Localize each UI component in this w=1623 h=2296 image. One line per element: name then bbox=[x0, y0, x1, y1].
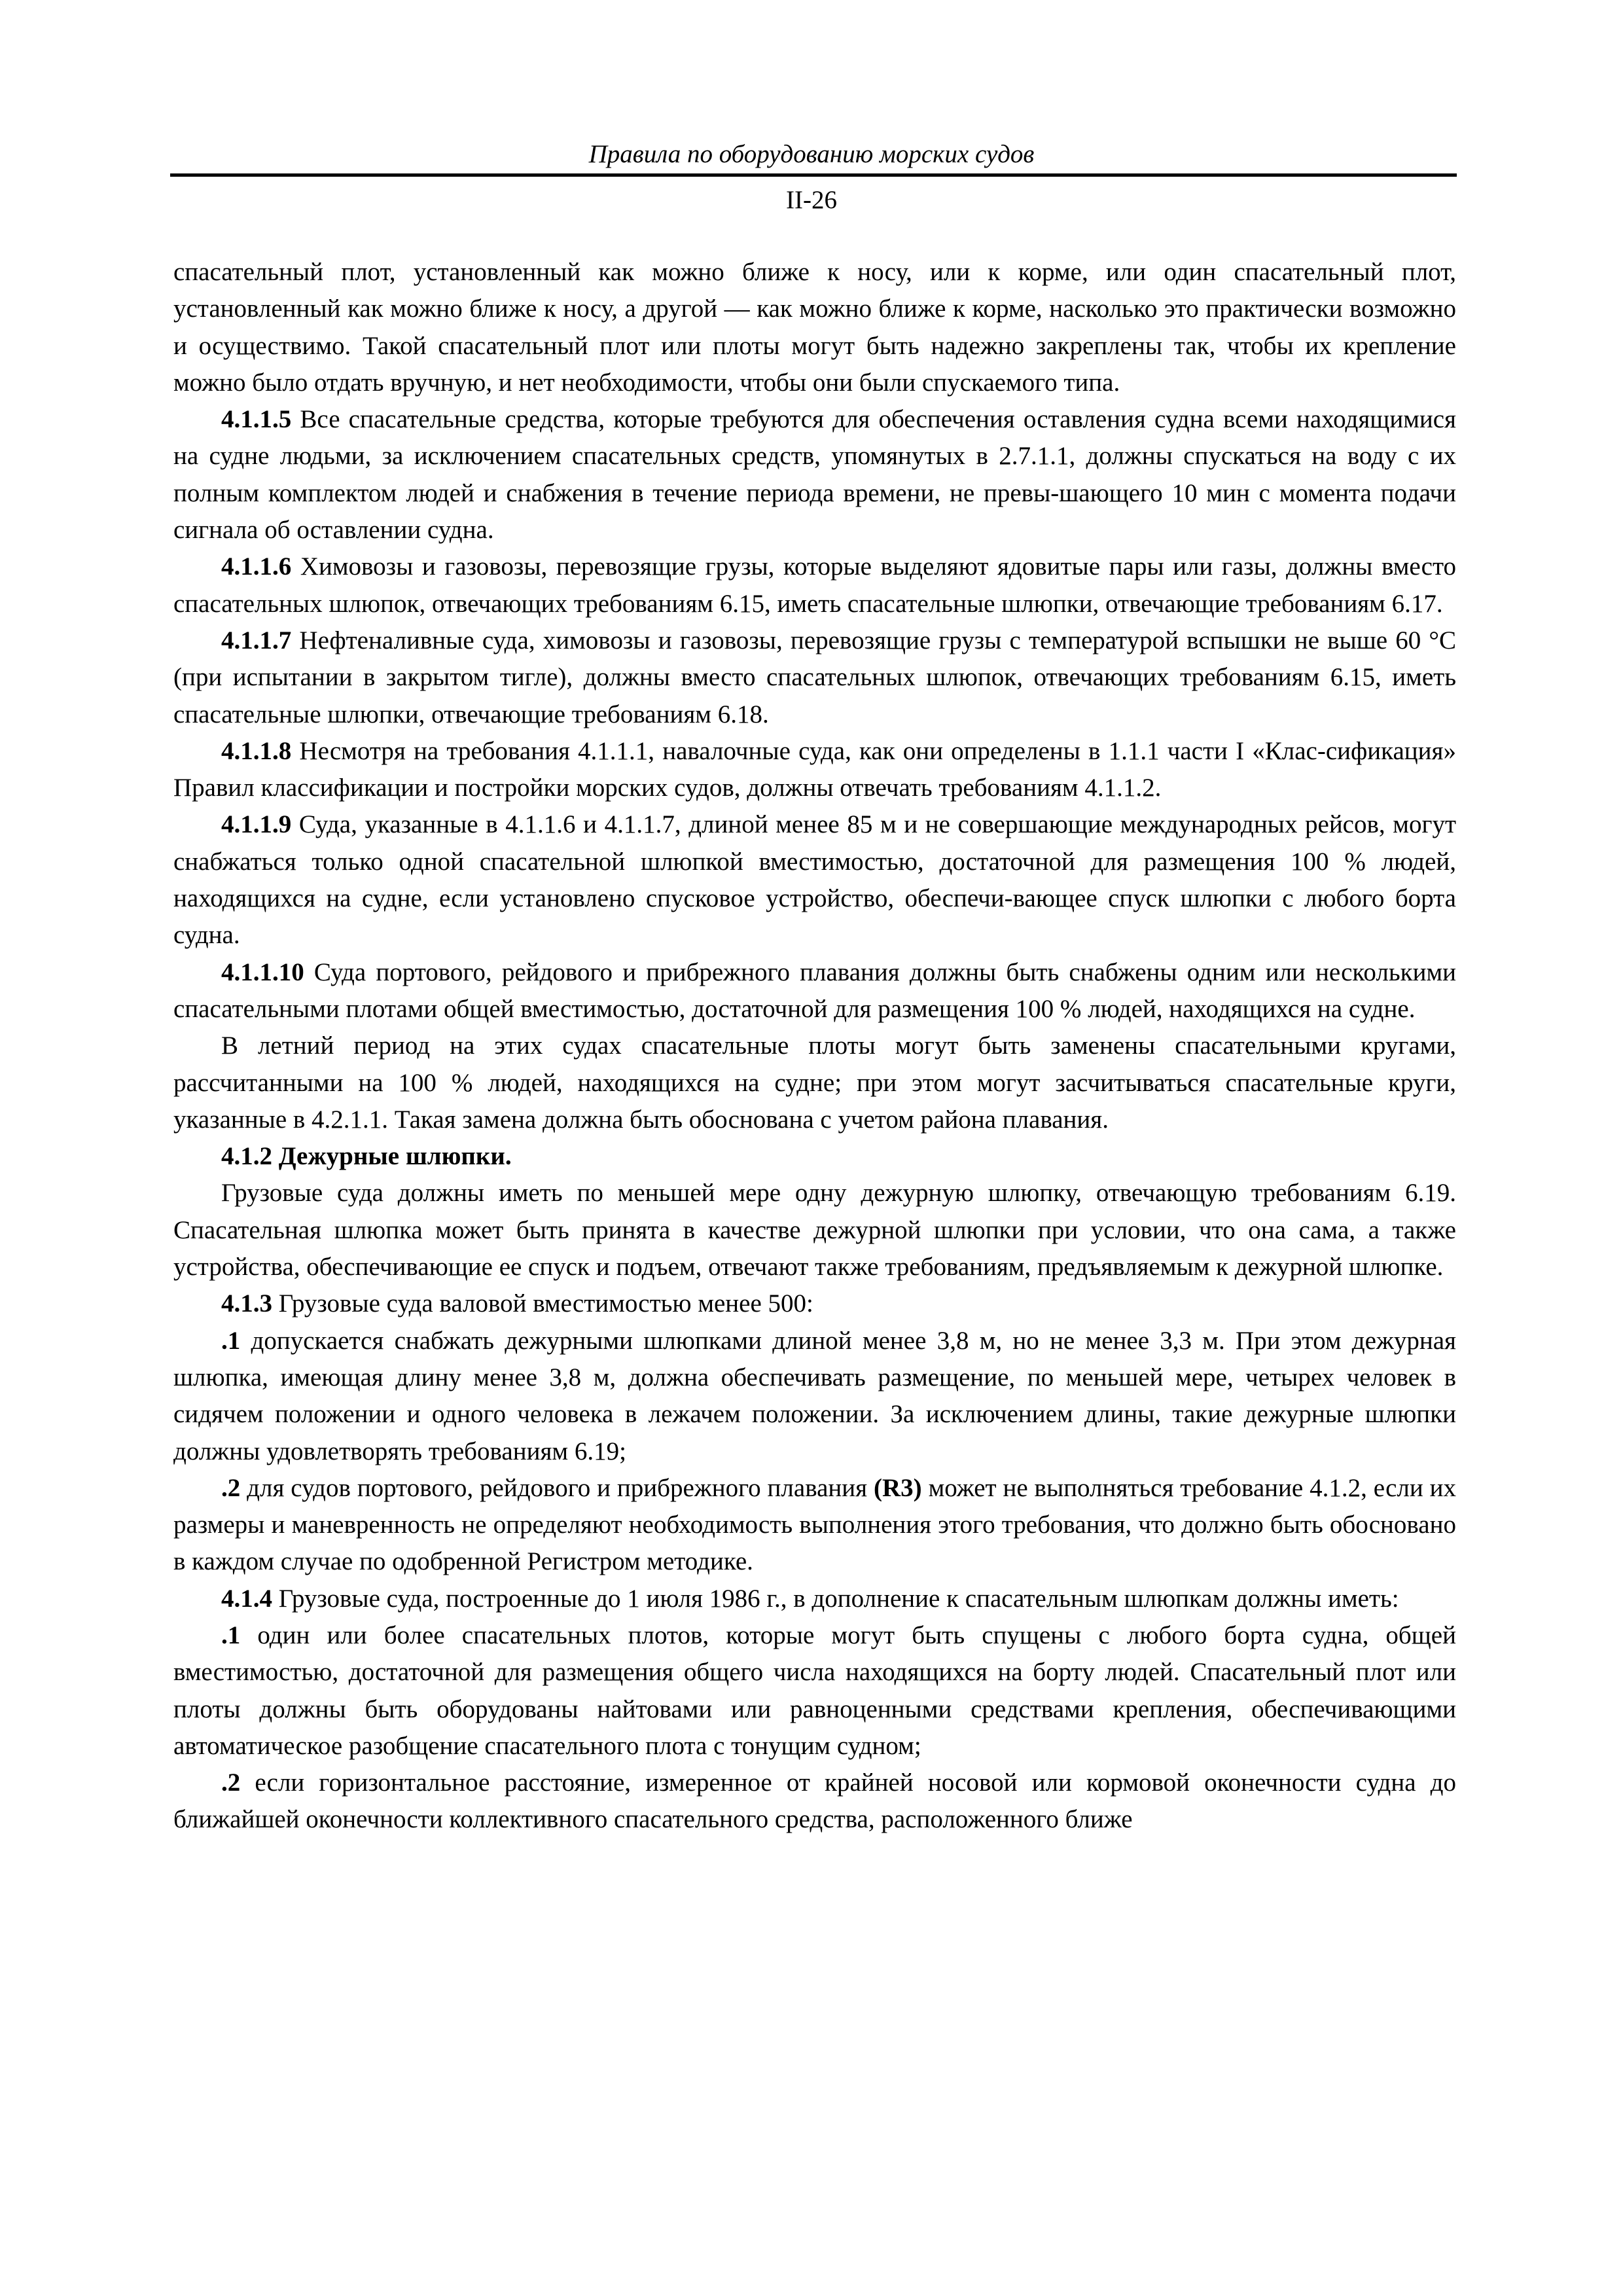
paragraph-text: Грузовые суда, построенные до 1 июля 1986 г., в дополнение к спасательным шлюпкам должны иметь: bbox=[272, 1584, 1399, 1613]
clause-number: 4.1.1.9 bbox=[221, 810, 292, 839]
clause-number: 4.1.1.6 bbox=[221, 552, 292, 581]
paragraph-text: один или более спасательных плотов, которые могут быть спущены с любого борта судна, общей вместимостью, достаточной для размещения общего числа находящихся на борту людей. Спасательный плот или плоты должны быть оборудованы найтовами или равноценными средствами крепления, обеспечивающими автоматическое разобщение спасательного плота с тонущим судном; bbox=[173, 1621, 1456, 1760]
paragraph-text: для судов портового, рейдового и прибрежного плавания (R3) может не выполняться требование 4.1.2, если их размеры и маневренность не определяют необходимость выполнения этого требования, что должно быть обосновано в каждом случае по одобренной Регистром методике. bbox=[173, 1473, 1456, 1576]
paragraph-4-1-1-5 bbox=[173, 401, 1456, 548]
paragraph-4-1-4 bbox=[173, 1581, 1456, 1617]
clause-number: 4.1.1.7 bbox=[221, 626, 292, 655]
paragraph-summer-period bbox=[173, 1028, 1456, 1138]
paragraph-text: Нефтеналивные суда, химовозы и газовозы, перевозящие грузы с температурой вспышки не выше 60 °С (при испытании в закрытом тигле), должны вместо спасательных шлюпок, отвечающих требованиям 6.15, иметь спасательные шлюпки, отвечающие требованиям 6.18. bbox=[173, 626, 1456, 728]
paragraph-rescue-boat bbox=[173, 1175, 1456, 1285]
paragraph-4-1-3-item-2 bbox=[173, 1470, 1456, 1581]
body-text bbox=[173, 254, 1456, 1839]
paragraph-text: допускается снабжать дежурными шлюпками длиной менее 3,8 м, но не менее 3,3 м. При этом дежурная шлюпка, имеющая длину менее 3,8 м, должна обеспечивать размещение, по меньшей мере, четырех человек в сидячем положении и одного человека в лежачем положении. За исключением длины, такие дежурные шлюпки должны удовлетворять требованиям 6.19; bbox=[173, 1326, 1456, 1465]
clause-number: 4.1.3 bbox=[221, 1289, 272, 1318]
paragraph-4-1-4-item-2 bbox=[173, 1765, 1456, 1839]
paragraph-4-1-3 bbox=[173, 1285, 1456, 1322]
clause-number: 4.1.1.8 bbox=[221, 736, 292, 765]
paragraph-text: Суда портового, рейдового и прибрежного плавания должны быть снабжены одним или несколькими спасательными плотами общей вместимостью, достаточной для размещения 100 % людей, находящихся на судне. bbox=[173, 958, 1456, 1023]
paragraph-4-1-4-item-1 bbox=[173, 1617, 1456, 1765]
paragraph-4-1-1-7 bbox=[173, 622, 1456, 733]
paragraph-continuation bbox=[173, 254, 1456, 401]
paragraph-4-1-1-6 bbox=[173, 548, 1456, 622]
section-heading: 4.1.2 Дежурные шлюпки. bbox=[221, 1142, 512, 1171]
paragraph-4-1-1-10 bbox=[173, 954, 1456, 1028]
paragraph-text: Несмотря на требования 4.1.1.1, навалочные суда, как они определены в 1.1.1 части I «Клас-сификация» Правил классификации и постройки морских судов, должны отвечать требованиям 4.1.1.2. bbox=[173, 736, 1456, 802]
paragraph-text: если горизонтальное расстояние, измеренное от крайней носовой или кормовой оконечности судна до ближайшей оконечности коллективного спасательного средства, расположенного ближе bbox=[173, 1768, 1456, 1834]
paragraph-4-1-1-8 bbox=[173, 733, 1456, 807]
paragraph-text: спасательный плот, установленный как можно ближе к носу, или к корме, или один спасательный плот, установленный как можно ближе к носу, а другой — как можно ближе к корме, насколько это практически возможно и осуществимо. Такой спасательный плот или плоты могут быть надежно закреплены так, чтобы их крепление можно было отдать вручную, и нет необходимости, чтобы они были спускаемого типа. bbox=[173, 258, 1456, 397]
paragraph-text: Грузовые суда валовой вместимостью менее 500: bbox=[272, 1289, 813, 1318]
clause-number: 4.1.1.10 bbox=[221, 958, 304, 986]
clause-number: 4.1.1.5 bbox=[221, 405, 292, 434]
header-rule bbox=[170, 173, 1457, 177]
item-number: .1 bbox=[221, 1326, 241, 1355]
r3-marker: (R3) bbox=[874, 1473, 922, 1502]
running-head-title: Правила по оборудованию морских судов bbox=[588, 140, 1035, 168]
section-heading-4-1-2 bbox=[173, 1138, 1456, 1175]
paragraph-4-1-3-item-1 bbox=[173, 1323, 1456, 1470]
item-number: .2 bbox=[221, 1473, 241, 1502]
paragraph-text: В летний период на этих судах спасательные плоты могут быть заменены спасательными кругами, рассчитанными на 100 % людей, находящихся на судне; при этом могут засчитываться спасательные круги, указанные в 4.2.1.1. Такая замена должна быть обоснована с учетом района плавания. bbox=[173, 1031, 1456, 1134]
clause-number: 4.1.4 bbox=[221, 1584, 272, 1613]
item-number: .1 bbox=[221, 1621, 241, 1649]
paragraph-4-1-1-9 bbox=[173, 806, 1456, 954]
paragraph-text: Все спасательные средства, которые требуются для обеспечения оставления судна всеми находящимися на судне людьми, за исключением спасательных средств, упомянутых в 2.7.1.1, должны спускаться на воду с их полным комплектом людей и снабжения в течение периода времени, не превы-шающего 10 мин с момента подачи сигнала об оставлении судна. bbox=[173, 405, 1456, 545]
paragraph-text: Суда, указанные в 4.1.1.6 и 4.1.1.7, длиной менее 85 м и не совершающие международных рейсов, могут снабжаться только одной спасательной шлюпкой вместимостью, достаточной для размещения 100 % людей, находящихся на судне, если установлено спусковое устройство, обеспечи-вающее спуск шлюпки с любого борта судна. bbox=[173, 810, 1456, 950]
paragraph-text: Химовозы и газовозы, перевозящие грузы, которые выделяют ядовитые пары или газы, должны вместо спасательных шлюпок, отвечающих требованиям 6.15, иметь спасательные шлюпки, отвечающие требованиям 6.17. bbox=[173, 552, 1456, 618]
item-number: .2 bbox=[221, 1768, 241, 1797]
paragraph-text: Грузовые суда должны иметь по меньшей мере одну дежурную шлюпку, отвечающую требованиям 6.19. Спасательная шлюпка может быть принята в качестве дежурной шлюпки при условии, что она сама, а также устройства, обеспечивающие ее спуск и подъем, отвечают также требованиям, предъявляемым к дежурной шлюпке. bbox=[173, 1179, 1456, 1282]
page-number: II-26 bbox=[786, 186, 837, 214]
